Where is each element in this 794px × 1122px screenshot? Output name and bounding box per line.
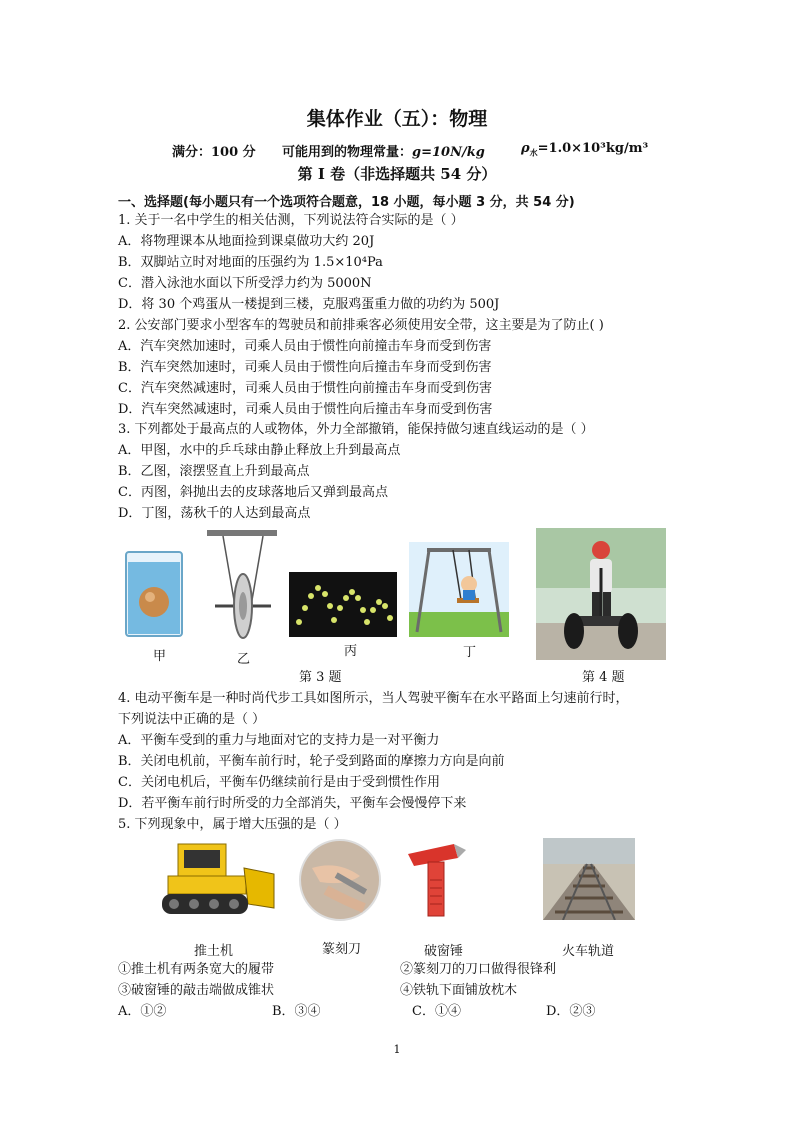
rho-constant xyxy=(521,141,648,159)
figure-bing-bouncing-ball xyxy=(289,572,397,637)
q3-option-d: D．丁图，荡秋千的人达到最高点 xyxy=(118,506,311,521)
q1-option-b: B．双脚站立时对地面的压强约为 1.5×10⁴Pa xyxy=(118,255,383,270)
rho-value: =1.0×10³kg/m³ xyxy=(537,141,649,156)
q2-option-b: B．汽车突然加速时，司乘人员由于惯性向后撞击车身而受到伤害 xyxy=(118,360,492,375)
figure-yi-maxwell-wheel xyxy=(205,528,280,648)
question-2-stem: 2. 公安部门要求小型客车的驾驶员和前排乘客必须使用安全带，这主要是为了防止( ) xyxy=(118,318,604,333)
figure-label-bulldozer: 推土机 xyxy=(194,944,234,959)
g-value: g=10N/kg xyxy=(412,145,485,160)
figure-label-railway-track: 火车轨道 xyxy=(562,944,615,959)
q3-option-a: A．甲图，水中的乒乓球由静止释放上升到最高点 xyxy=(118,443,401,458)
q4-option-a: A．平衡车受到的重力与地面对它的支持力是一对平衡力 xyxy=(118,733,440,748)
figure-balance-scooter-photo xyxy=(536,528,666,660)
figure-caption-q3: 第 3 题 xyxy=(299,670,342,685)
q5-choice-b: B．③④ xyxy=(272,1004,321,1019)
figure-label-ding: 丁 xyxy=(463,645,477,660)
full-score: 满分：100 分 xyxy=(172,145,256,160)
figure-caption-q4: 第 4 题 xyxy=(582,670,625,685)
rho-symbol: ρ xyxy=(521,141,530,156)
question-1-stem: 1. 关于一名中学生的相关估测，下列说法符合实际的是（ ） xyxy=(118,213,464,228)
figure-label-seal-knife: 篆刻刀 xyxy=(322,942,362,957)
q5-statement-1: ①推土机有两条宽大的履带 xyxy=(118,962,275,977)
q4-option-c: C．关闭电机后，平衡车仍继续前行是由于受到惯性作用 xyxy=(118,775,440,790)
figure-label-yi: 乙 xyxy=(237,652,251,667)
question-5-stem: 5. 下列现象中，属于增大压强的是（ ） xyxy=(118,817,347,832)
question-4-stem-line-1: 4. 电动平衡车是一种时尚代步工具如图所示，当人驾驶平衡车在水平路面上匀速前行时， xyxy=(118,691,629,706)
q4-option-b: B．关闭电机前，平衡车前行时，轮子受到路面的摩擦力方向是向前 xyxy=(118,754,505,769)
question-4-stem-line-2: 下列说法中正确的是（ ） xyxy=(118,712,266,727)
figure-label-bing: 丙 xyxy=(344,644,358,659)
figure-ding-swing xyxy=(409,542,509,637)
figure-label-jia: 甲 xyxy=(153,649,167,664)
figure-safety-hammer xyxy=(404,840,468,920)
q2-option-c: C．汽车突然减速时，司乘人员由于惯性向前撞击车身而受到伤害 xyxy=(118,381,492,396)
q5-choice-d: D．②③ xyxy=(546,1004,596,1019)
q1-option-d: D．将 30 个鸡蛋从一楼提到三楼，克服鸡蛋重力做的功约为 500J xyxy=(118,297,500,312)
question-3-stem: 3. 下列都处于最高点的人或物体，外力全部撤销，能保持做匀速直线运动的是（ ） xyxy=(118,422,594,437)
constants-label xyxy=(282,141,485,160)
q5-statement-3: ③破窗锤的敲击端做成锥状 xyxy=(118,983,275,998)
q4-option-d: D．若平衡车前行时所受的力全部消失，平衡车会慢慢停下来 xyxy=(118,796,467,811)
page-number: 1 xyxy=(393,1043,401,1056)
figure-bulldozer xyxy=(158,838,278,920)
q5-choice-c: C．①④ xyxy=(412,1004,461,1019)
rho-subscript: 水 xyxy=(529,147,538,158)
figure-seal-knife xyxy=(298,838,382,922)
q2-option-a: A．汽车突然加速时，司乘人员由于惯性向前撞击车身而受到伤害 xyxy=(118,339,492,354)
q2-option-d: D．汽车突然减速时，司乘人员由于惯性向后撞击车身而受到伤害 xyxy=(118,402,493,417)
volume-heading: 第 I 卷（非选择题共 54 分） xyxy=(297,165,497,183)
q5-choice-a: A．①② xyxy=(118,1004,167,1019)
constants-label-text: 可能用到的物理常量： xyxy=(282,145,413,160)
figure-jia-beaker xyxy=(125,550,185,640)
q3-option-b: B．乙图，滚摆竖直上升到最高点 xyxy=(118,464,310,479)
q5-statement-2: ②篆刻刀的刀口做得很锋利 xyxy=(400,962,557,977)
q3-option-c: C．丙图，斜抛出去的皮球落地后又弹到最高点 xyxy=(118,485,388,500)
q1-option-c: C．潜入泳池水面以下所受浮力约为 5000N xyxy=(118,276,372,291)
section-heading: 一、选择题(每小题只有一个选项符合题意，18 小题，每小题 3 分，共 54 分) xyxy=(118,195,575,210)
figure-railway-track xyxy=(543,838,635,920)
figure-label-safety-hammer: 破窗锤 xyxy=(424,944,464,959)
q5-statement-4: ④铁轨下面铺放枕木 xyxy=(400,983,518,998)
q1-option-a: A．将物理课本从地面捡到课桌做功大约 20J xyxy=(118,234,375,249)
page-title: 集体作业（五）：物理 xyxy=(306,108,488,130)
